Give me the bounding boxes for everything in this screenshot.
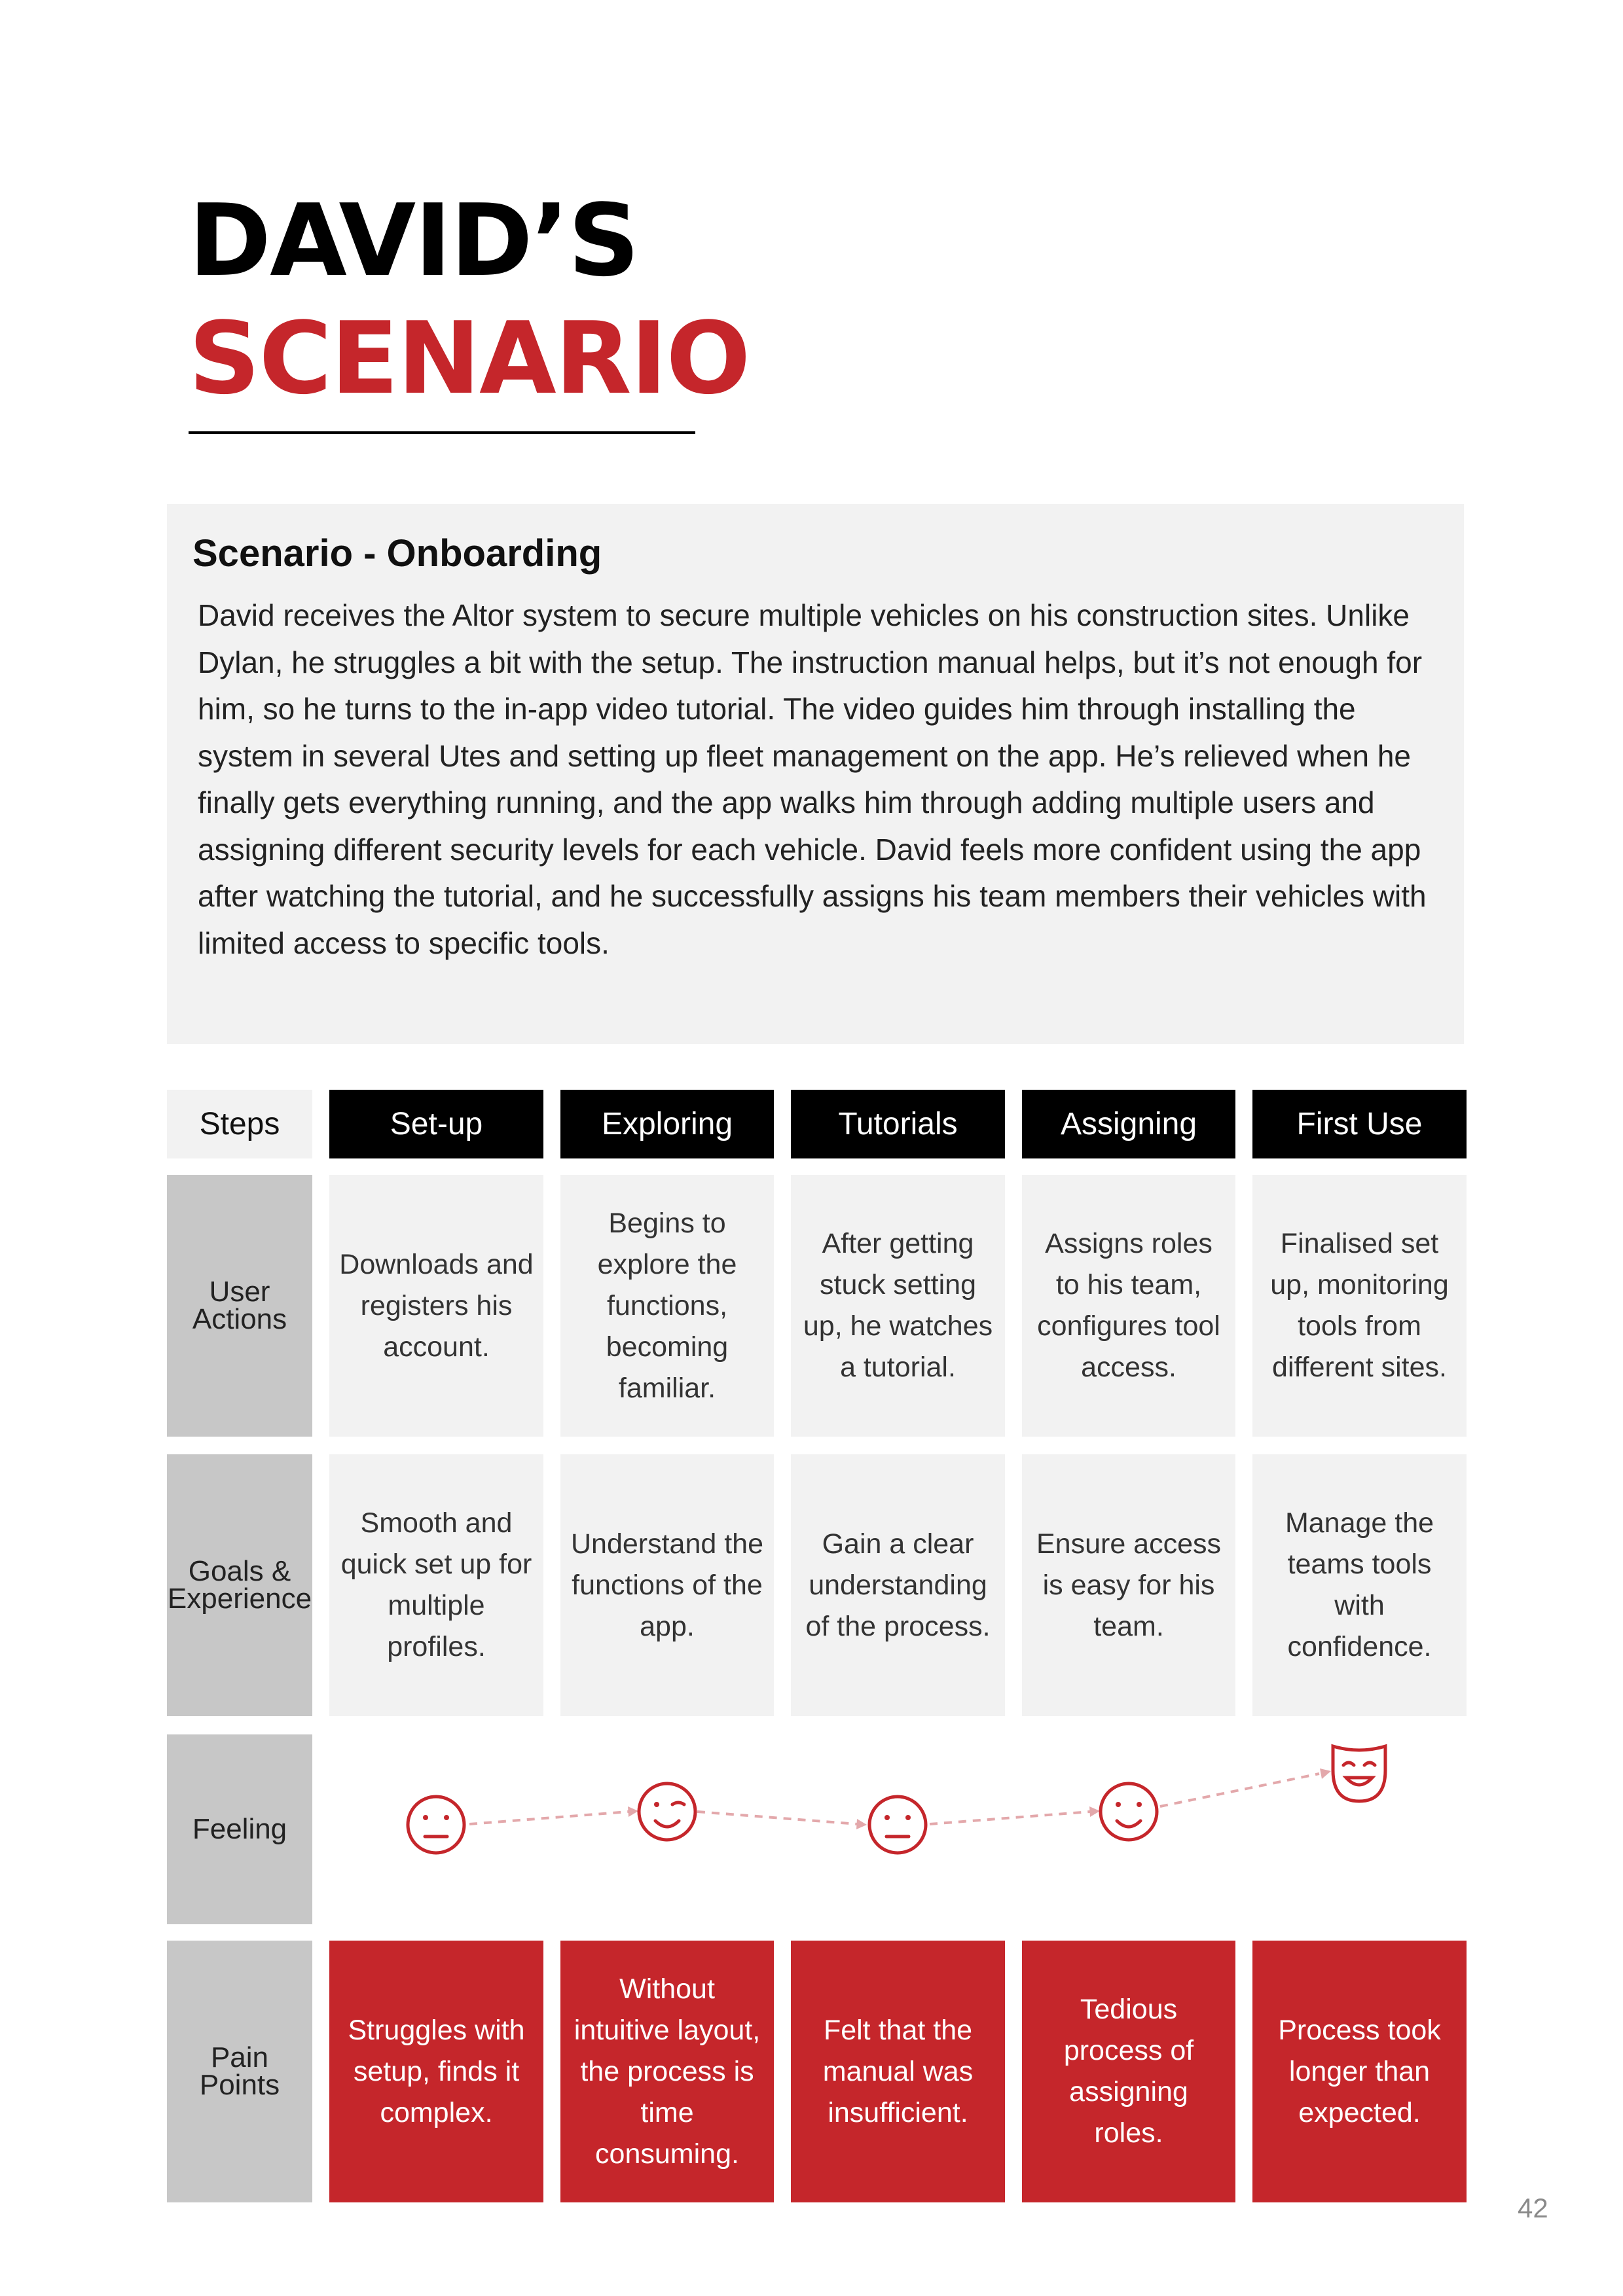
connector-line: [469, 1812, 629, 1824]
pain-point-cell: Process took longer than expected.: [1252, 1941, 1467, 2202]
row-label-pain-points: Pain Points: [167, 1941, 312, 2202]
pain-point-cell: Struggles with setup, finds it complex.: [329, 1941, 543, 2202]
scenario-body: David receives the Altor system to secure multiple vehicles on his construction sites. Unlike Dylan, he struggles a bit with the setup. The instruction manual helps, but it’s not enough for him, so he turns to the in-app video tutorial. The video guides him through installing the system in several Utes and setting up fleet management on the app. He’s relieved when he finally gets everything running, and the app walks him through adding multiple users and assigning different security levels for each vehicle. David feels more confident using the app after watching the tutorial, and he successfully assigns his team members their vehicles with limited access to specific tools.: [198, 598, 1427, 960]
row-label-feeling: Feeling: [167, 1734, 312, 1924]
page-number: 42: [1518, 2193, 1548, 2223]
step-header: Assigning: [1022, 1090, 1235, 1158]
happy-mask-icon: [1333, 1746, 1385, 1801]
pain-point-cell: Without intuitive layout, the process is time consuming.: [560, 1941, 774, 2202]
step-header: First Use: [1252, 1090, 1467, 1158]
goal-cell: Smooth and quick set up for multiple profiles.: [329, 1454, 543, 1716]
connector-line: [697, 1812, 858, 1824]
feeling-connectors: [469, 1774, 1319, 1824]
neutral-face-icon: [408, 1797, 464, 1853]
user-action-cell: Downloads and registers his account.: [329, 1175, 543, 1437]
goal-cell: Gain a clear understanding of the process.: [791, 1454, 1005, 1716]
user-action-cell: Assigns roles to his team, configures tool access.: [1022, 1175, 1235, 1437]
connector-line: [930, 1812, 1090, 1824]
goal-cell: Ensure access is easy for his team.: [1022, 1454, 1235, 1716]
user-action-cell: Finalised set up, monitoring tools from different sites.: [1252, 1175, 1467, 1437]
scenario-heading: Scenario - Onboarding: [192, 532, 602, 575]
goal-cell: Understand the functions of the app.: [560, 1454, 774, 1716]
step-header: Set-up: [329, 1090, 543, 1158]
user-action-cell: After getting stuck setting up, he watches a tutorial.: [791, 1175, 1005, 1437]
user-action-cell: Begins to explore the functions, becoming familiar.: [560, 1175, 774, 1437]
step-header: Tutorials: [791, 1090, 1005, 1158]
goal-cell: Manage the teams tools with confidence.: [1252, 1454, 1467, 1716]
title-line-1: DAVID’S: [189, 183, 639, 298]
pain-point-cell: Felt that the manual was insufficient.: [791, 1941, 1005, 2202]
connector-line: [1160, 1774, 1319, 1806]
step-header: Exploring: [560, 1090, 774, 1158]
title-line-2: SCENARIO: [189, 300, 750, 416]
winking-face-icon: [639, 1784, 695, 1840]
steps-label: Steps: [167, 1090, 312, 1158]
pain-point-cell: Tedious process of assigning roles.: [1022, 1941, 1235, 2202]
smiling-face-icon: [1101, 1784, 1157, 1840]
neutral-face-icon: [869, 1797, 926, 1853]
row-label-goals: Goals & Experience: [167, 1454, 312, 1716]
row-label-user-actions: User Actions: [167, 1175, 312, 1437]
